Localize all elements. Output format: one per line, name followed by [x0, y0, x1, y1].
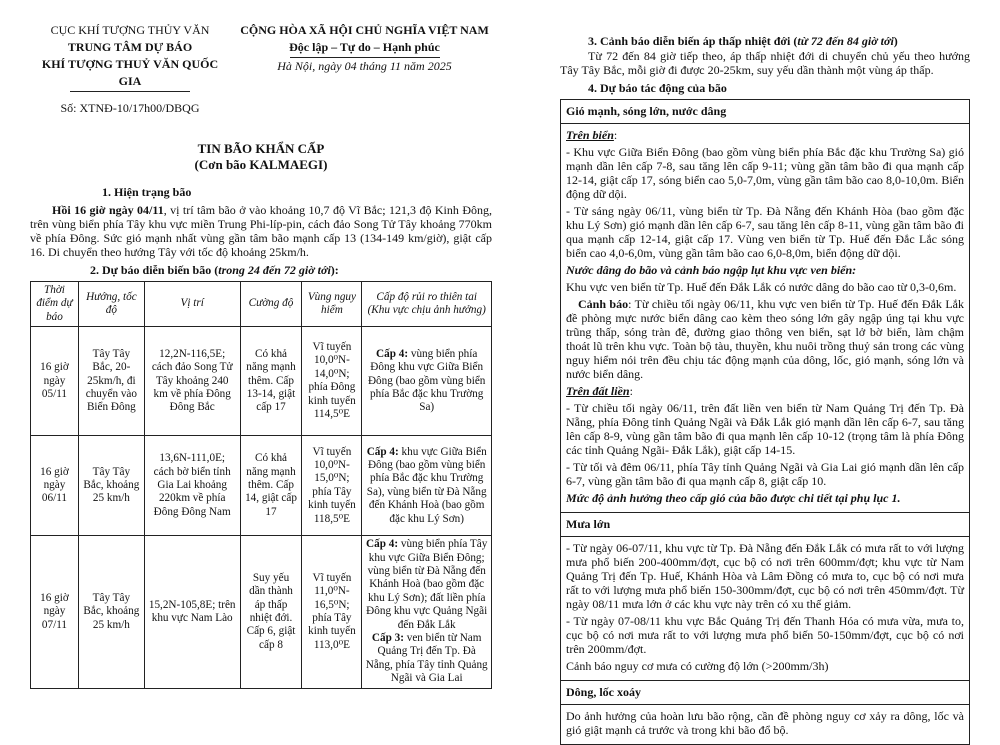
warning-text: : Từ chiều tối ngày 06/11, khu vực ven biển từ Tp. Huế đến Đắk Lắk đề phòng mực nước biển dâng cao kèm theo sóng lớn gây ngập úng tại khu vực trũng thấp, sóng tràn đê, đường giao thông ven biển, sạt lở bờ biển, làm chậm thoát lũ trên khu vực. Toàn bộ tàu, thuyền, khu nuôi trồng thuỷ sản trong các vùng nguy hiểm nói trên đều chịu tác động mạnh của dông, lốc, gió mạnh, sóng lớn và nước biển dâng.: [566, 297, 964, 381]
risk-level-text: vùng biển phía Tây khu vực Giữa Biển Đông; vùng biển từ Đà Nẵng đến Khánh Hoà (bao gồm đặc khu Lý Sơn); đất liền phía Đông khu vực Quảng Ngãi đến Đắk Lắk: [366, 538, 488, 631]
impact-rain-body: [561, 537, 969, 680]
section-1-body: , vị trí tâm bão ở vào khoảng 10,7 độ Vĩ Bắc; 121,3 độ Kinh Đông, trên vùng biển phía Tây khu vực miền Trung Phi-líp-pin, cách đảo Song Tử Tây khoảng 770km về phía Đông. Sức gió mạnh nhất vùng gần tâm bão mạnh cấp 13 (134-149 km/giờ), giật cấp 16. Di chuyển theo hướng Tây với tốc độ khoảng 25km/h.: [30, 203, 492, 259]
risk-level-text: vùng biển phía Đông khu vực Giữa Biển Đông (bao gồm vùng biển phía Bắc đặc khu Trường Sa): [367, 347, 486, 414]
cell-time: 16 giờ ngày 05/11: [31, 327, 79, 436]
rain-paragraph-3: Cảnh báo nguy cơ mưa có cường độ lớn (>200mm/3h): [566, 659, 829, 673]
document-header: [30, 22, 492, 117]
cell-danger: Vĩ tuyến 10,0⁰N-14,0⁰N; phía Đông kinh tuyến 114,5⁰E: [302, 327, 362, 436]
bulletin-subtitle: (Cơn bão KALMAEGI): [194, 157, 328, 172]
risk-level-label: Cấp 4:: [366, 445, 399, 458]
section-1-heading: 1. Hiện trạng bão: [102, 185, 192, 199]
forecast-table: [30, 281, 492, 689]
storm-text: Do ảnh hưởng của hoàn lưu bão rộng, cần đề phòng nguy cơ xảy ra dông, lốc và gió giật mạnh cả trước và trong khi bão đổ bộ.: [566, 709, 964, 737]
sea-label-colon: :: [613, 128, 618, 142]
right-column: [560, 34, 970, 745]
section-2-heading-end: ):: [330, 263, 339, 277]
risk-level-2-label: Cấp 3:: [371, 632, 404, 645]
col-header-danger: Vùng nguy hiểm: [302, 282, 362, 327]
cell-time: 16 giờ ngày 07/11: [31, 536, 79, 688]
risk-level-text: khu vực Giữa Biển Đông (bao gồm vùng biển phía Bắc đặc khu Trường Sa), vùng biển từ Đà Nẵng đến Khánh Hoà (bao gồm đặc khu Lý Sơn): [366, 445, 487, 525]
agency-line-3: KHÍ TƯỢNG THUỶ VĂN QUỐC GIA: [41, 57, 219, 88]
section-4-heading: 4. Dự báo tác động của bão: [588, 81, 727, 95]
land-paragraph-1: - Từ chiều tối ngày 06/11, trên đất liền ven biển từ Nam Quảng Trị đến Tp. Đà Nẵng, phía Đông tỉnh Quảng Ngãi và Đắk Lắk gió mạnh dần lên cấp 6-7, sau tăng lên cấp 8-9, vùng gần tâm bão đi qua mạnh lên cấp 10-12 (trọng tâm là phía Đông các tỉnh Quảng Ngãi- Đắk Lắk), giật cấp 14-15.: [566, 401, 964, 457]
nation-title: CỘNG HÒA XÃ HỘI CHỦ NGHĨA VIỆT NAM: [240, 23, 489, 37]
col-header-position: Vị trí: [144, 282, 240, 327]
agency-line-2: TRUNG TÂM DỰ BÁO: [67, 40, 193, 54]
cell-position: 12,2N-116,5E; cách đảo Song Tử Tây khoảng 240 km về phía Đông Đông Bắc: [144, 327, 240, 436]
cell-time: 16 giờ ngày 06/11: [31, 436, 79, 536]
sea-paragraph-2: - Từ sáng ngày 06/11, vùng biển từ Tp. Đà Nẵng đến Khánh Hòa (bao gồm đặc khu Lý Sơn) gió mạnh dần lên cấp 6-7, sau tăng lên cấp 8-11, vùng gần tâm bão đi qua mạnh cấp 12-14, giật cấp 17. Vùng ven biển từ Tp. Huế đến Đắc Lắc sóng biển cao 4,0-6,0m, vùng gần tâm bão cao 6,0-8,0m, biển động dữ dội.: [566, 204, 964, 260]
section-3-text: Từ 72 đến 84 giờ tiếp theo, áp thấp nhiệt đới di chuyển chủ yếu theo hướng Tây Tây Bắc, mỗi giờ đi được 20-25km, suy yếu dần thành một vùng áp thấp.: [560, 49, 970, 77]
land-label-colon: :: [629, 384, 633, 398]
cell-risk: [362, 327, 492, 436]
rain-paragraph-2: - Từ ngày 07-08/11 khu vực Bắc Quảng Trị đến Thanh Hóa có mưa vừa, mưa to, cục bộ có nơi mưa rất to với lượng mưa phổ biến 50-150mm/đợt, cục bộ có nơi trên 200mm/đợt.: [566, 614, 964, 656]
land-paragraph-2: - Từ tối và đêm 06/11, phía Tây tỉnh Quảng Ngãi và Gia Lai gió mạnh dần lên cấp 6-7, vùng gần tâm bão đi qua mạnh cấp 8, giật cấp 10.: [566, 460, 964, 488]
risk-level-label: Cấp 4:: [376, 347, 409, 360]
left-column: [30, 22, 492, 689]
level-note: Mức độ ảnh hưởng theo cấp gió của bão được chi tiết tại phụ lục 1.: [566, 491, 901, 505]
section-3-heading-main: 3. Cảnh báo diễn biến áp thấp nhiệt đới (: [588, 34, 798, 48]
sea-label: Trên biển: [566, 128, 614, 142]
cell-intensity: Có khả năng mạnh thêm. Cấp 14, giật cấp 17: [240, 436, 302, 536]
cell-danger: Vĩ tuyến 10,0⁰N-15,0⁰N; phía Tây kinh tuyến 118,5⁰E: [302, 436, 362, 536]
agency-block: [30, 22, 230, 117]
warning-paragraph: [566, 297, 964, 381]
col-header-time: Thời điểm dự báo: [31, 282, 79, 327]
impact-box-storm: [560, 680, 970, 745]
cell-direction: Tây Tây Bắc, 20-25km/h, đi chuyển vào Biển Đông: [78, 327, 144, 436]
cell-risk: [362, 536, 492, 688]
cell-position: 13,6N-111,0E; cách bờ biển tỉnh Gia Lai khoảng 220km về phía Đông Đông Nam: [144, 436, 240, 536]
motto: Độc lập – Tự do – Hạnh phúc: [289, 40, 440, 54]
impact-box-wind: [560, 99, 970, 513]
land-label-line: [566, 384, 964, 398]
cell-position: 15,2N-105,8E; trên khu vực Nam Lào: [144, 536, 240, 688]
impact-rain-heading: Mưa lớn: [561, 513, 969, 537]
cell-risk: [362, 436, 492, 536]
impact-storm-body: [561, 705, 969, 744]
section-2-heading-main: 2. Dự báo diễn biến bão (: [90, 263, 219, 277]
section-2-heading-italic: trong 24 đến 72 giờ tới: [218, 263, 331, 277]
warning-label: Cảnh báo: [578, 297, 629, 311]
section-1-lead: Hồi 16 giờ ngày 04/11: [52, 203, 164, 217]
section-2-heading: [90, 263, 492, 278]
cell-intensity: Suy yếu dần thành áp thấp nhiệt đới. Cấp 6, giật cấp 8: [240, 536, 302, 688]
section-3-heading: [560, 34, 970, 48]
section-1-text: [30, 203, 492, 259]
table-row: [31, 436, 492, 536]
surge-label: Nước dâng do bão và cảnh báo ngập lụt khu vực ven biển:: [566, 263, 857, 277]
risk-level-2-text: ven biển từ Nam Quảng Trị đến Tp. Đà Nẵng, phía Tây tỉnh Quảng Ngãi và Gia Lai: [365, 632, 488, 685]
doc-number: Số: XTNĐ-10/17h00/DBQG: [60, 101, 200, 115]
agency-line-1: CỤC KHÍ TƯỢNG THỦY VĂN: [50, 23, 210, 37]
risk-level-label: Cấp 4:: [366, 538, 399, 551]
surge-text: Khu vực ven biển từ Tp. Huế đến Đắk Lắk có nước dâng do bão cao từ 0,3-0,6m.: [566, 280, 957, 294]
impact-wind-heading: Gió mạnh, sóng lớn, nước dâng: [561, 100, 969, 124]
issue-date: Hà Nội, ngày 04 tháng 11 năm 2025: [277, 59, 452, 73]
table-header-row: [31, 282, 492, 327]
land-label: Trên đất liền: [566, 384, 630, 398]
table-row: [31, 536, 492, 688]
col-header-risk: Cấp độ rủi ro thiên tai (Khu vực chịu ảnh hưởng): [362, 282, 492, 327]
impact-storm-heading: Dông, lốc xoáy: [561, 681, 969, 705]
impact-wind-body: [561, 124, 969, 512]
col-header-intensity: Cường độ: [240, 282, 302, 327]
cell-direction: Tây Tây Bắc, khoảng 25 km/h: [78, 536, 144, 688]
sea-paragraph-1: - Khu vực Giữa Biển Đông (bao gồm vùng biển phía Bắc đặc khu Trường Sa) gió mạnh dần lên cấp 7-8, sau tăng lên cấp 9-11; vùng gần tâm bão đi qua mạnh cấp 12-14, giật cấp 17, sóng biển cao 5,0-7,0m, vùng gần tâm bão cao 8,0-10,0m. Biển động dữ dội.: [566, 145, 964, 201]
cell-intensity: Có khả năng mạnh thêm. Cấp 13-14, giật cấp 17: [240, 327, 302, 436]
cell-direction: Tây Tây Bắc, khoảng 25 km/h: [78, 436, 144, 536]
impact-box-rain: [560, 512, 970, 681]
table-row: [31, 327, 492, 436]
sea-label-line: [566, 128, 964, 142]
section-3-heading-end: ): [893, 34, 898, 48]
nation-block: [237, 22, 492, 117]
rain-paragraph-1: - Từ ngày 06-07/11, khu vực từ Tp. Đà Nẵng đến Đắk Lắk có mưa rất to với lượng mưa phổ biến 200-400mm/đợt, cục bộ có nơi trên 600mm/đợt; khu vực từ Nam Quảng Trị đến Tp. Huế, Khánh Hòa và Lâm Đồng có mưa to, cục bộ có nơi mưa rất to với lượng mưa phổ biến 150-300mm/đợt, cục bộ có nơi trên 450mm/đợt. Từ ngày 08/11 mưa lớn ở các khu vực này trên có xu thế giảm.: [566, 541, 964, 611]
cell-danger: Vĩ tuyến 11,0⁰N-16,5⁰N; phía Tây kinh tuyến 113,0⁰E: [302, 536, 362, 688]
agency-underline: [70, 91, 190, 92]
section-3-heading-italic: từ 72 đến 84 giờ tới: [797, 34, 894, 48]
col-header-direction: Hướng, tốc độ: [78, 282, 144, 327]
bulletin-title: TIN BÃO KHẨN CẤP: [197, 141, 325, 156]
